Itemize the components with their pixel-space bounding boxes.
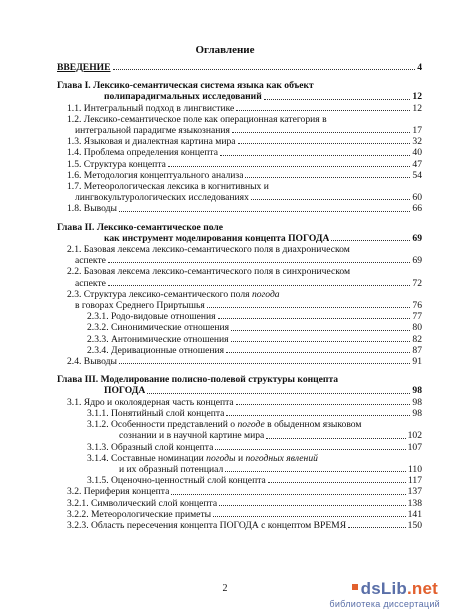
toc-item[interactable] — [57, 509, 422, 520]
leader-dots — [207, 307, 411, 308]
toc-item-label: 1.1. Интегральный подход в лингвистике — [67, 102, 235, 114]
toc-item-label: 1.5. Структура концепта — [67, 158, 166, 170]
toc-item-page: 54 — [412, 169, 422, 181]
toc-item-page: 80 — [412, 322, 422, 334]
leader-dots — [264, 99, 411, 100]
toc-item-italic: погода — [251, 288, 280, 300]
toc-item-label: 1.3. Языковая и диалектная картина мира — [67, 136, 236, 148]
toc-item-label: 3.1.1. Понятийный слой концепта — [87, 407, 225, 419]
toc-item-page: 102 — [407, 430, 422, 442]
toc-item-page: 77 — [412, 311, 422, 323]
toc-item[interactable] — [57, 334, 422, 345]
leader-dots — [251, 199, 411, 200]
toc-item[interactable] — [57, 486, 422, 497]
toc-item[interactable] — [57, 356, 422, 367]
toc-item-label: 3.2.2. Метеорологические приметы — [67, 508, 212, 520]
leader-dots — [236, 110, 410, 111]
toc-item[interactable] — [57, 289, 422, 300]
leader-dots — [245, 177, 410, 178]
toc-item-cont[interactable] — [57, 255, 422, 266]
toc-item-cont[interactable] — [57, 430, 422, 441]
logo-text-main: dsLib — [360, 579, 407, 598]
toc-item[interactable]: 1.7. Метеорологическая лексика в когнитивных и — [67, 181, 269, 193]
toc-ch2-page: 69 — [412, 232, 422, 244]
toc-item[interactable] — [57, 103, 422, 114]
toc-intro-page: 4 — [417, 62, 422, 73]
page-number: 2 — [222, 583, 228, 594]
leader-dots — [268, 482, 406, 483]
toc-item[interactable]: 2.1. Базовая лексема лексико-семантического поля в диахроническом — [67, 244, 350, 256]
leader-dots — [147, 393, 410, 394]
leader-dots — [225, 471, 406, 472]
watermark-subtitle: библиотека диссертаций — [329, 599, 440, 609]
leader-dots — [266, 438, 405, 439]
toc-ch3-title[interactable]: Глава III. Моделирование полисно-полевой структуры концепта — [57, 374, 339, 386]
leader-dots — [213, 516, 406, 517]
toc-item-page: 60 — [412, 192, 422, 204]
toc-item-label: аспекте — [75, 255, 106, 267]
toc-item-label: 3.1.4. Составные номинации — [87, 452, 204, 464]
leader-dots — [168, 166, 411, 167]
leader-dots — [220, 155, 410, 156]
toc-item[interactable] — [57, 345, 422, 356]
toc-item-page: 98 — [412, 407, 422, 419]
toc-item-page: 32 — [412, 136, 422, 148]
toc-item[interactable] — [57, 453, 422, 464]
toc-item-italic: погоды — [206, 452, 236, 464]
toc-item-page: 107 — [407, 441, 422, 453]
toc-item-page: 110 — [407, 463, 422, 475]
toc-item-page: 17 — [412, 125, 422, 137]
toc-item-page: 150 — [407, 519, 422, 531]
toc-item-label: 2.3.3. Антонимические отношения — [87, 333, 229, 345]
toc-item-label: 2.3.1. Родо-видовые отношения — [87, 311, 216, 323]
page-title: Оглавление — [195, 44, 255, 56]
toc-item[interactable] — [57, 147, 422, 158]
logo-text-domain: .net — [406, 579, 438, 598]
toc-item[interactable] — [57, 442, 422, 453]
toc-item-label: и их образный потенциал — [119, 463, 224, 475]
toc-item-page: 40 — [412, 147, 422, 159]
toc-item-cont[interactable] — [57, 464, 422, 475]
toc-item-label: 1.8. Выводы — [67, 203, 117, 215]
toc-item-label: лингвокультурологических исследованиях — [75, 192, 249, 204]
toc-item-label: 1.6. Методология концептуального анализа — [67, 169, 244, 181]
toc-item[interactable] — [57, 520, 422, 531]
toc-item[interactable]: 2.2. Базовая лексема лексико-семантического поля в синхроническом — [67, 266, 351, 278]
leader-dots — [108, 262, 411, 263]
toc-item-page: 69 — [412, 255, 422, 267]
toc-item[interactable] — [57, 311, 422, 322]
leader-dots — [219, 505, 405, 506]
toc-item-label: и — [237, 452, 244, 464]
leader-dots — [218, 318, 411, 319]
toc-item-label: интегральной парадигме языкознания — [75, 125, 230, 137]
toc-item-page: 141 — [407, 508, 422, 520]
leader-dots — [108, 285, 411, 286]
toc-item-page: 91 — [412, 356, 422, 368]
leader-dots — [119, 363, 410, 364]
toc-item-label: аспекте — [75, 277, 106, 289]
leader-dots — [231, 341, 411, 342]
toc-item-cont[interactable] — [57, 300, 422, 311]
toc-item-page: 82 — [412, 333, 422, 345]
toc-item-page: 98 — [412, 396, 422, 408]
logo-square-icon — [352, 584, 358, 590]
toc-item-label: 2.3. Структура лексико-семантического поля — [67, 288, 250, 300]
toc-item-page: 76 — [412, 300, 422, 312]
toc-item-label: сознании и в научной картине мира — [119, 430, 265, 442]
toc-item-cont[interactable] — [57, 192, 422, 203]
toc-item[interactable]: 1.2. Лексико-семантическое поле как операционная категория в — [67, 113, 327, 125]
toc-item-page: 47 — [412, 158, 422, 170]
leader-dots — [226, 352, 410, 353]
toc-item[interactable] — [57, 498, 422, 509]
toc-item-label: 2.4. Выводы — [67, 356, 117, 368]
leader-dots — [238, 143, 411, 144]
toc-intro-label: ВВЕДЕНИЕ — [57, 62, 111, 73]
toc-ch1-title-cont[interactable] — [57, 91, 422, 102]
toc-item-page: 117 — [407, 475, 422, 487]
toc-item-label: в говорах Среднего Приртышья — [75, 300, 205, 312]
toc-ch2-title-cont[interactable] — [57, 233, 422, 244]
toc-item[interactable] — [57, 408, 422, 419]
leader-dots — [215, 449, 405, 450]
leader-dots — [348, 527, 405, 528]
toc-item[interactable] — [57, 322, 422, 333]
toc-item-label: 3.2.1. Символический слой концепта — [67, 497, 218, 509]
toc-ch3-page: 98 — [412, 385, 422, 397]
toc-item[interactable] — [57, 397, 422, 408]
toc-item[interactable] — [57, 170, 422, 181]
toc-item-page: 138 — [407, 497, 422, 509]
leader-dots — [226, 415, 410, 416]
toc-ch1-page: 12 — [412, 91, 422, 103]
toc-item-label: 2.3.4. Деривационные отношения — [87, 344, 225, 356]
toc-item-cont[interactable] — [57, 125, 422, 136]
toc-item-page: 72 — [412, 277, 422, 289]
toc-ch2-title-line2: как инструмент моделирования концепта ПОГОДА — [104, 232, 330, 244]
toc-item-page: 87 — [412, 344, 422, 356]
toc-intro[interactable] — [57, 62, 422, 73]
toc-item-italic: погоде — [237, 419, 265, 431]
toc-item[interactable] — [57, 419, 422, 430]
toc-item[interactable] — [57, 136, 422, 147]
toc-item-label: в обыденном языковом — [267, 419, 362, 431]
toc-item-label: 3.1.5. Оценочно-ценностный слой концепта — [87, 475, 266, 487]
toc-item[interactable] — [57, 475, 422, 486]
toc-ch3-title-line2: ПОГОДА — [104, 385, 146, 397]
toc-item-italic: погодных явлений — [245, 452, 318, 464]
leader-dots — [119, 211, 410, 212]
toc-ch1-title-line2: полипарадигмальных исследований — [104, 91, 262, 103]
leader-dots — [113, 69, 416, 70]
toc-item-label: 3.1. Ядро и околоядерная часть концепта — [67, 396, 234, 408]
leader-dots — [231, 330, 410, 331]
leader-dots — [331, 240, 410, 241]
toc-item-page: 66 — [412, 203, 422, 215]
toc-item-label: 1.4. Проблема определения концепта — [67, 147, 218, 159]
toc-item-label: 2.3.2. Синонимические отношения — [87, 322, 230, 334]
table-of-contents — [57, 62, 422, 531]
toc-ch3-title-cont[interactable] — [57, 385, 422, 396]
toc-item-page: 137 — [407, 486, 422, 498]
toc-item-page: 12 — [412, 102, 422, 114]
leader-dots — [232, 132, 411, 133]
toc-item[interactable] — [57, 159, 422, 170]
toc-item-label: 3.2. Периферия концепта — [67, 486, 170, 498]
watermark — [294, 579, 444, 611]
leader-dots — [171, 494, 405, 495]
toc-item-label: 3.1.3. Образный слой концепта — [87, 441, 214, 453]
toc-item-label: 3.1.2. Особенности представлений о — [87, 419, 236, 431]
toc-item-cont[interactable] — [57, 278, 422, 289]
watermark-logo — [361, 579, 438, 599]
leader-dots — [236, 404, 411, 405]
toc-item-label: 3.2.3. Область пересечения концепта ПОГОДА с концептом ВРЕМЯ — [67, 519, 347, 531]
toc-ch1-title[interactable]: Глава I. Лексико-семантическая система языка как объект — [57, 80, 314, 92]
toc-ch2-title[interactable]: Глава II. Лексико-семантическое поле — [57, 221, 224, 233]
toc-item[interactable] — [57, 203, 422, 214]
